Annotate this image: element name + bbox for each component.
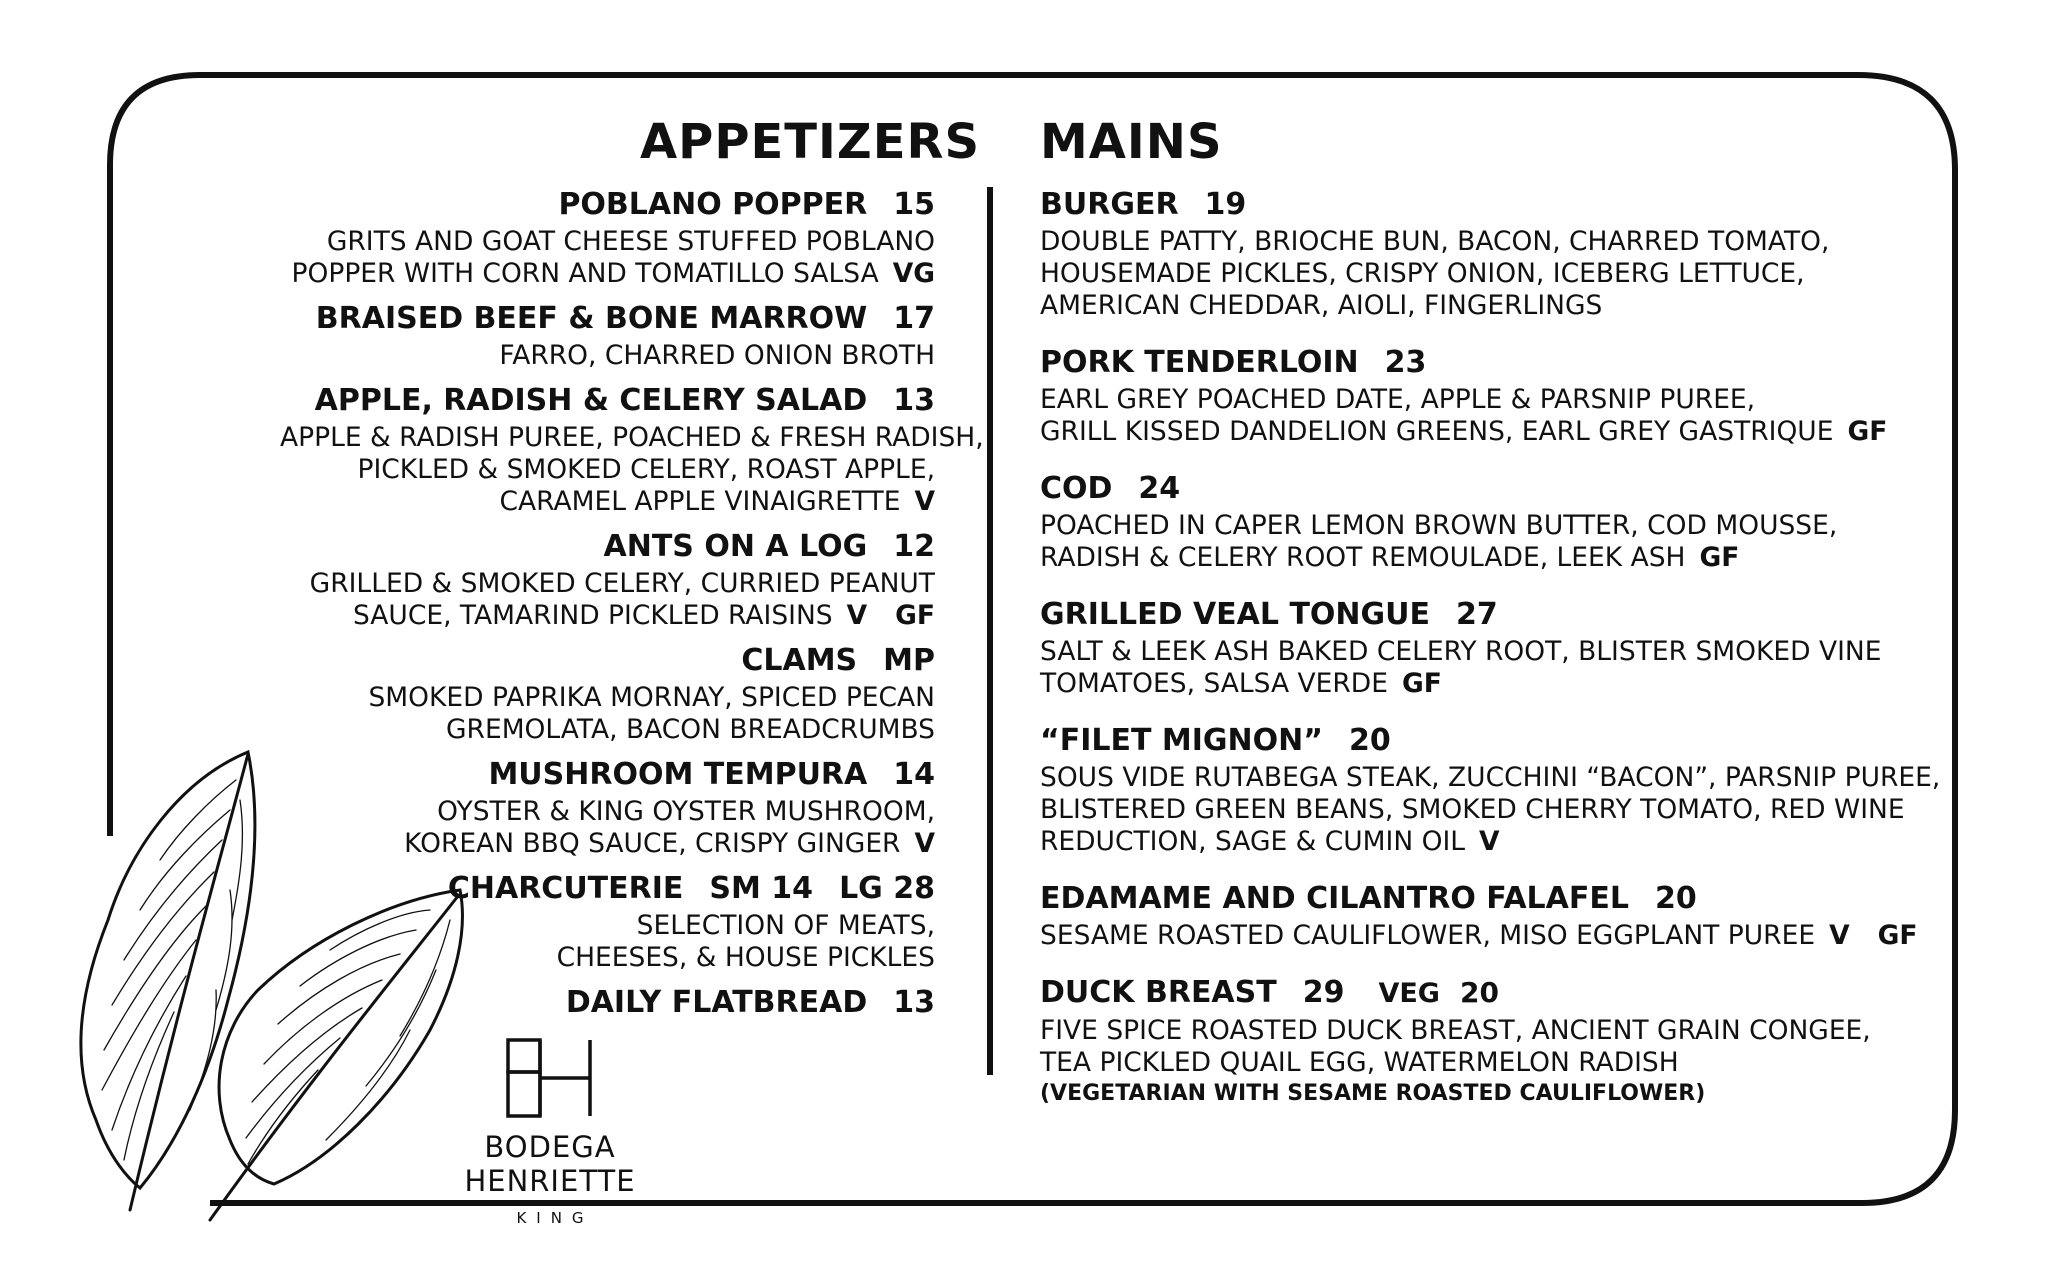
dietary-tag: VG xyxy=(892,258,935,289)
item-name: DAILY FLATBREAD xyxy=(565,985,868,1020)
item-header xyxy=(1040,342,1940,384)
item-name: BURGER xyxy=(1040,187,1179,222)
menu-item xyxy=(280,526,935,632)
appetizers-heading: APPETIZERS xyxy=(640,114,981,170)
item-price-large: LG 28 xyxy=(839,871,935,906)
item-price: MP xyxy=(883,643,935,678)
menu-item xyxy=(1040,184,1940,322)
item-description: PICKLED & SMOKED CELERY, ROAST APPLE, xyxy=(357,454,935,485)
item-price: 13 xyxy=(893,383,935,418)
item-price: 24 xyxy=(1138,471,1181,506)
item-name: COD xyxy=(1040,471,1113,506)
dietary-tag: GF xyxy=(895,600,935,631)
brand-name: BODEGA HENRIETTE xyxy=(464,1130,636,1198)
menu-item xyxy=(1040,972,1940,1109)
item-description: FARRO, CHARRED ONION BROTH xyxy=(499,340,935,371)
item-description xyxy=(280,258,935,290)
menu-item xyxy=(280,298,935,372)
item-price: 15 xyxy=(893,187,935,222)
item-price: 27 xyxy=(1456,597,1498,632)
item-name: ANTS ON A LOG xyxy=(603,529,868,564)
item-price: 13 xyxy=(893,985,935,1020)
item-description-text: TOMATOES, SALSA VERDE xyxy=(1040,668,1388,699)
item-description: GREMOLATA, BACON BREADCRUMBS xyxy=(446,714,935,745)
menu-item xyxy=(1040,468,1940,574)
item-name: BRAISED BEEF & BONE MARROW xyxy=(315,301,868,336)
menu-item xyxy=(1040,342,1940,448)
item-description: EARL GREY POACHED DATE, APPLE & PARSNIP PUREE, xyxy=(1040,384,1756,415)
item-description: FIVE SPICE ROASTED DUCK BREAST, ANCIENT GRAIN CONGEE, xyxy=(1040,1015,1871,1046)
brand-location: KING xyxy=(516,1209,594,1227)
item-description xyxy=(1040,416,1940,448)
item-description xyxy=(280,600,935,632)
item-name: GRILLED VEAL TONGUE xyxy=(1040,597,1430,632)
item-price: 19 xyxy=(1204,187,1247,222)
item-description: POACHED IN CAPER LEMON BROWN BUTTER, COD MOUSSE, xyxy=(1040,510,1838,541)
veg-option-label: VEG xyxy=(1378,978,1440,1009)
item-price: 12 xyxy=(893,529,935,564)
dietary-tag: V xyxy=(1829,920,1850,951)
item-header xyxy=(1040,720,1940,762)
item-name: “FILET MIGNON” xyxy=(1040,723,1323,758)
item-description-text: CARAMEL APPLE VINAIGRETTE xyxy=(499,486,901,517)
item-description: DOUBLE PATTY, BRIOCHE BUN, BACON, CHARRED TOMATO, xyxy=(1040,226,1830,257)
item-description: AMERICAN CHEDDAR, AIOLI, FINGERLINGS xyxy=(1040,290,1603,321)
item-note: (VEGETARIAN WITH SESAME ROASTED CAULIFLOWER) xyxy=(1040,1081,1706,1106)
item-price: 20 xyxy=(1654,881,1697,916)
item-description-text: SAUCE, TAMARIND PICKLED RAISINS xyxy=(352,600,833,631)
dietary-tag: V xyxy=(846,600,868,631)
item-price: 17 xyxy=(893,301,935,336)
veg-option-price: 20 xyxy=(1459,976,1499,1009)
item-price: SM 14 xyxy=(709,871,814,906)
item-name: MUSHROOM TEMPURA xyxy=(488,757,868,792)
item-description: SMOKED PAPRIKA MORNAY, SPICED PECAN xyxy=(368,682,935,713)
item-header xyxy=(280,298,935,340)
item-description xyxy=(1040,668,1940,700)
dietary-tag: GF xyxy=(1699,542,1740,573)
menu-item xyxy=(1040,878,1940,952)
item-header xyxy=(1040,594,1940,636)
item-name: CLAMS xyxy=(741,643,858,678)
item-header xyxy=(280,640,935,682)
dietary-tag: GF xyxy=(1877,920,1918,951)
item-description: BLISTERED GREEN BEANS, SMOKED CHERRY TOMATO, RED WINE xyxy=(1040,794,1905,825)
item-description: SOUS VIDE RUTABEGA STEAK, ZUCCHINI “BACON”, PARSNIP PUREE, xyxy=(1040,762,1941,793)
item-header xyxy=(280,380,935,422)
item-description: SELECTION OF MEATS, xyxy=(636,910,935,941)
item-description: SALT & LEEK ASH BAKED CELERY ROOT, BLISTER SMOKED VINE xyxy=(1040,636,1882,667)
item-description: OYSTER & KING OYSTER MUSHROOM, xyxy=(437,796,935,827)
item-name: POBLANO POPPER xyxy=(558,187,868,222)
item-description xyxy=(1040,920,1940,952)
item-name: CHARCUTERIE xyxy=(447,871,684,906)
bh-monogram-icon xyxy=(504,1036,596,1120)
item-name: DUCK BREAST xyxy=(1040,975,1277,1010)
item-description-text: KOREAN BBQ SAUCE, CRISPY GINGER xyxy=(404,828,901,859)
item-price: 23 xyxy=(1384,345,1427,380)
menu-item xyxy=(1040,594,1940,700)
item-description: HOUSEMADE PICKLES, CRISPY ONION, ICEBERG LETTUCE, xyxy=(1040,258,1805,289)
menu-item xyxy=(1040,720,1940,858)
menu-item xyxy=(280,380,984,518)
item-description xyxy=(280,486,935,518)
item-header xyxy=(280,184,935,226)
item-header xyxy=(1040,878,1940,920)
item-description-text: REDUCTION, SAGE & CUMIN OIL xyxy=(1040,826,1466,857)
item-description xyxy=(1040,542,1940,574)
menu-item xyxy=(280,184,935,290)
back-leaf-outline xyxy=(81,752,255,1188)
item-price: 20 xyxy=(1348,723,1391,758)
item-description-text: POPPER WITH CORN AND TOMATILLO SALSA xyxy=(291,258,879,289)
brand-logo xyxy=(400,1036,700,1230)
item-header xyxy=(1040,468,1940,510)
item-header xyxy=(280,526,935,568)
item-description xyxy=(1040,826,1940,858)
item-description: GRITS AND GOAT CHEESE STUFFED POBLANO xyxy=(326,226,935,257)
item-description-text: GRILL KISSED DANDELION GREENS, EARL GREY GASTRIQUE xyxy=(1040,416,1834,447)
item-description-text: RADISH & CELERY ROOT REMOULADE, LEEK ASH xyxy=(1040,542,1686,573)
item-name: APPLE, RADISH & CELERY SALAD xyxy=(314,383,868,418)
item-description: CHEESES, & HOUSE PICKLES xyxy=(556,942,935,973)
item-price: 14 xyxy=(893,757,935,792)
item-header xyxy=(1040,972,1940,1015)
item-header xyxy=(1040,184,1940,226)
dietary-tag: V xyxy=(914,486,935,517)
dietary-tag: V xyxy=(1479,826,1500,857)
mains-heading: MAINS xyxy=(1040,114,1223,170)
back-leaf-hatching xyxy=(102,780,242,1160)
item-description-text: SESAME ROASTED CAULIFLOWER, MISO EGGPLANT PUREE xyxy=(1040,920,1816,951)
item-description: GRILLED & SMOKED CELERY, CURRIED PEANUT xyxy=(309,568,935,599)
item-name: PORK TENDERLOIN xyxy=(1040,345,1359,380)
mains-list xyxy=(1040,184,1940,1129)
dietary-tag: GF xyxy=(1401,668,1442,699)
dietary-tag: GF xyxy=(1847,416,1888,447)
item-name: EDAMAME AND CILANTRO FALAFEL xyxy=(1040,881,1629,916)
menu-item xyxy=(280,640,935,746)
item-price: 29 xyxy=(1302,975,1345,1010)
item-description: APPLE & RADISH PUREE, POACHED & FRESH RADISH, xyxy=(280,422,984,453)
dietary-tag: V xyxy=(914,828,935,859)
item-description: TEA PICKLED QUAIL EGG, WATERMELON RADISH xyxy=(1040,1047,1679,1078)
